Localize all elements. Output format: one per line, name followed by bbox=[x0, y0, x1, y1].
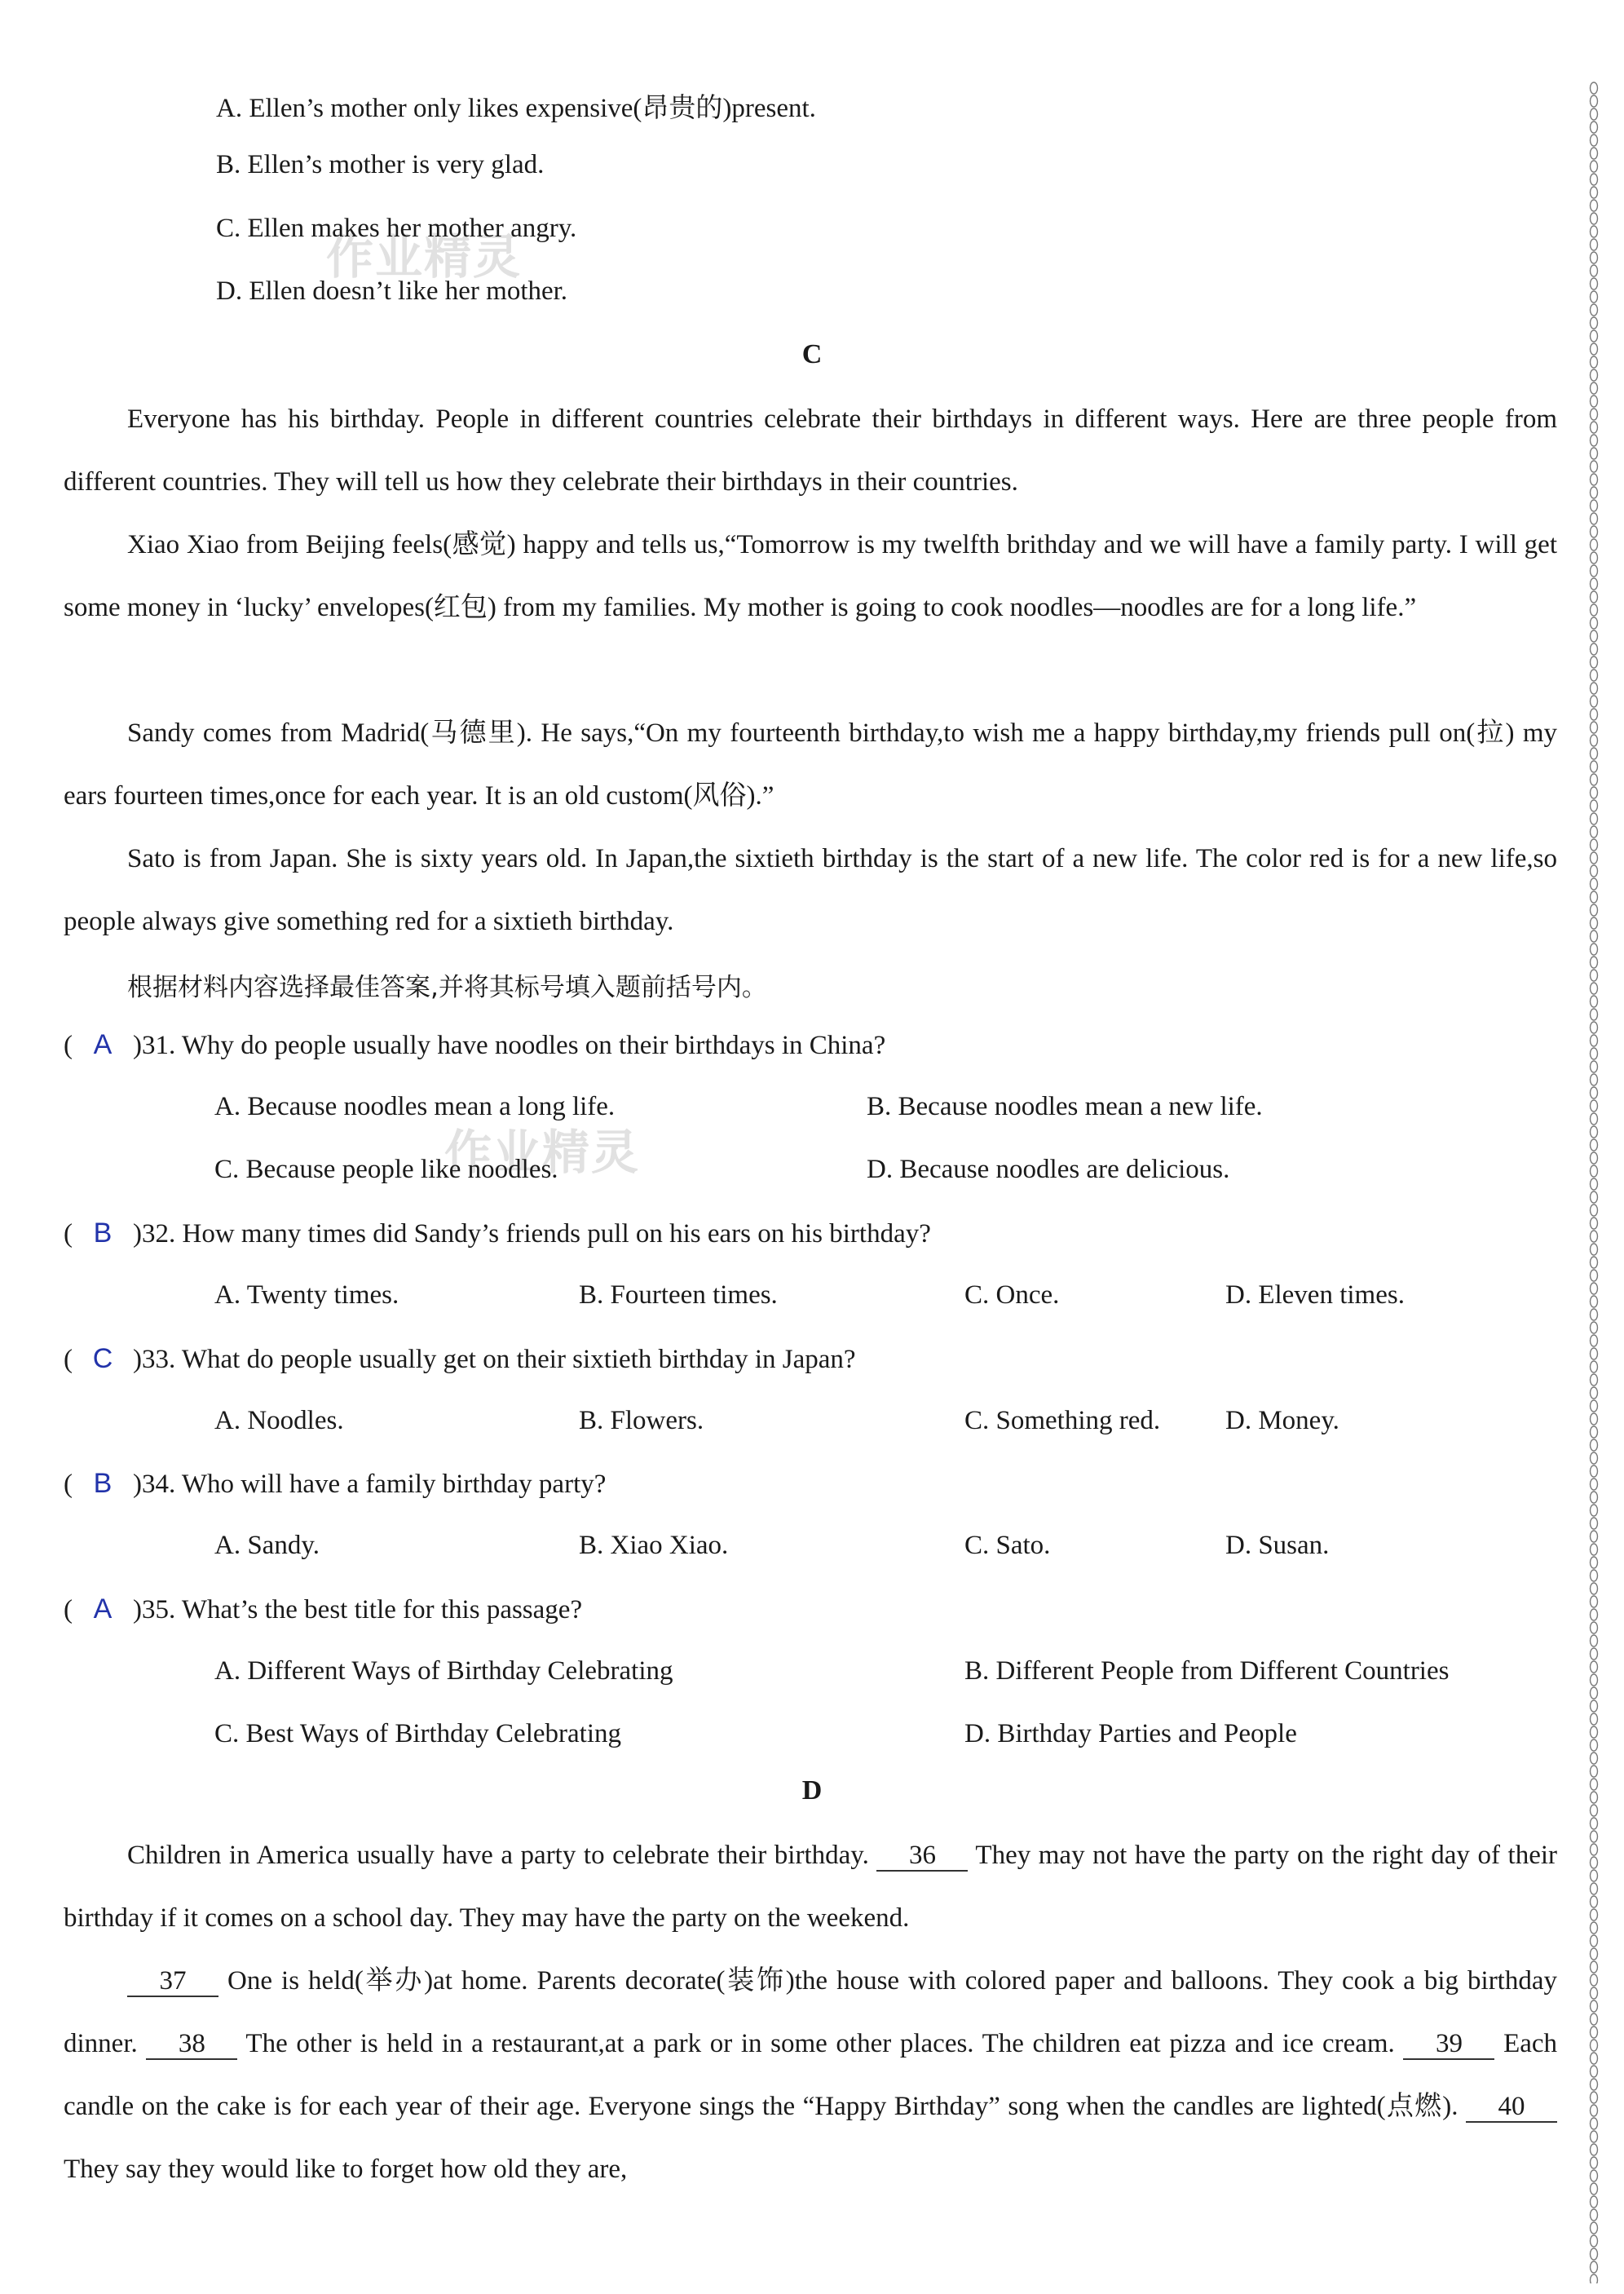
section-heading-d: D bbox=[801, 1775, 823, 1806]
answer-35: A bbox=[93, 1593, 113, 1624]
question-34: ( B )34. Who will have a family birthday party? bbox=[64, 1468, 607, 1499]
decorative-border bbox=[1588, 82, 1600, 2283]
blank-39[interactable]: 39 bbox=[1403, 2029, 1494, 2060]
prev-option-a: A. Ellen’s mother only likes expensive(昂贵的)present. bbox=[216, 94, 816, 123]
prev-option-d: D. Ellen doesn’t like her mother. bbox=[216, 276, 568, 306]
option: C. Once. bbox=[964, 1280, 1060, 1310]
option: B. Because noodles mean a new life. bbox=[867, 1092, 1263, 1121]
question-31: ( A )31. Why do people usually have noodles on their birthdays in China? bbox=[64, 1029, 886, 1060]
option: C. Because people like noodles. bbox=[214, 1155, 558, 1184]
option: B. Fourteen times. bbox=[579, 1280, 778, 1310]
option: A. Noodles. bbox=[214, 1406, 344, 1435]
question-33: ( C )33. What do people usually get on their sixtieth birthday in Japan? bbox=[64, 1343, 856, 1374]
option: A. Different Ways of Birthday Celebrating bbox=[214, 1656, 673, 1686]
question-35: ( A )35. What’s the best title for this passage? bbox=[64, 1593, 583, 1624]
option: B. Flowers. bbox=[579, 1406, 704, 1435]
option: D. Money. bbox=[1225, 1406, 1339, 1435]
option: B. Different People from Different Countries bbox=[964, 1656, 1450, 1686]
answer-31: A bbox=[93, 1029, 113, 1060]
option: C. Best Ways of Birthday Celebrating bbox=[214, 1719, 621, 1748]
blank-36[interactable]: 36 bbox=[876, 1841, 968, 1872]
option: D. Because noodles are delicious. bbox=[867, 1155, 1230, 1184]
answer-33: C bbox=[92, 1343, 113, 1374]
prev-option-c: C. Ellen makes her mother angry. bbox=[216, 214, 577, 243]
watermark: 作业精灵 bbox=[444, 1125, 641, 1180]
passage-d-p2: 37 One is held(举办)at home. Parents decorate(装饰)the house with colored paper and balloons. They cook a big birthday dinner. 38 The other is held in a restaurant,at a park or in some other places. The children eat pizza and ice cream. 39 Each candle on the cake is for each year of their age. Everyone sings the “Happy Birthday” song when the candles are lighted(点燃). 40 They say they would like to forget how old they are, bbox=[64, 1966, 1558, 2184]
option: D. Eleven times. bbox=[1225, 1280, 1405, 1310]
option: C. Something red. bbox=[964, 1406, 1161, 1435]
option: B. Xiao Xiao. bbox=[579, 1531, 729, 1560]
instruction: 根据材料内容选择最佳答案,并将其标号填入题前括号内。 bbox=[127, 973, 767, 1002]
option: A. Twenty times. bbox=[214, 1280, 399, 1310]
passage-d-p1: Children in America usually have a party to celebrate their birthday. 36 They may not have the party on the right day of their birthday if it comes on a school day. They may have the party on the weekend. bbox=[64, 1841, 1557, 1933]
option: C. Sato. bbox=[964, 1531, 1051, 1560]
question-32: ( B )32. How many times did Sandy’s friends pull on his ears on his birthday? bbox=[64, 1218, 931, 1249]
option: D. Birthday Parties and People bbox=[964, 1719, 1297, 1748]
answer-32: B bbox=[93, 1218, 113, 1249]
blank-37[interactable]: 37 bbox=[127, 1966, 218, 1997]
option: D. Susan. bbox=[1225, 1531, 1330, 1560]
option: A. Sandy. bbox=[214, 1531, 320, 1560]
prev-option-b: B. Ellen’s mother is very glad. bbox=[216, 150, 545, 179]
passage-c-sandy: Sandy comes from Madrid(马德里). He says,“On my fourteenth birthday,to wish me a happy birthday,my friends pull on(拉) my ears fourteen times,once for each year. It is an old custom(风俗).” bbox=[64, 718, 1557, 811]
watermark: 作业精灵 bbox=[326, 229, 523, 285]
passage-c-intro: Everyone has his birthday. People in different countries celebrate their birthdays in different ways. Here are three people from different countries. They will tell us how they celebrate their birthdays in their countries. bbox=[64, 404, 1557, 497]
passage-c-sato: Sato is from Japan. She is sixty years old. In Japan,the sixtieth birthday is the start of a new life. The color red is for a new life,so people always give something red for a sixtieth birthday. bbox=[64, 844, 1557, 936]
section-heading-c: C bbox=[801, 339, 823, 369]
option: A. Because noodles mean a long life. bbox=[214, 1092, 616, 1121]
answer-34: B bbox=[93, 1468, 113, 1499]
blank-38[interactable]: 38 bbox=[146, 2029, 237, 2060]
passage-c-xiaoxiao: Xiao Xiao from Beijing feels(感觉) happy and tells us,“Tomorrow is my twelfth brithday and we will have a family party. I will get some money in ‘lucky’ envelopes(红包) from my families. My mother is going to cook noodles—noodles are for a long life.” bbox=[64, 530, 1557, 622]
blank-40[interactable]: 40 bbox=[1466, 2092, 1557, 2123]
